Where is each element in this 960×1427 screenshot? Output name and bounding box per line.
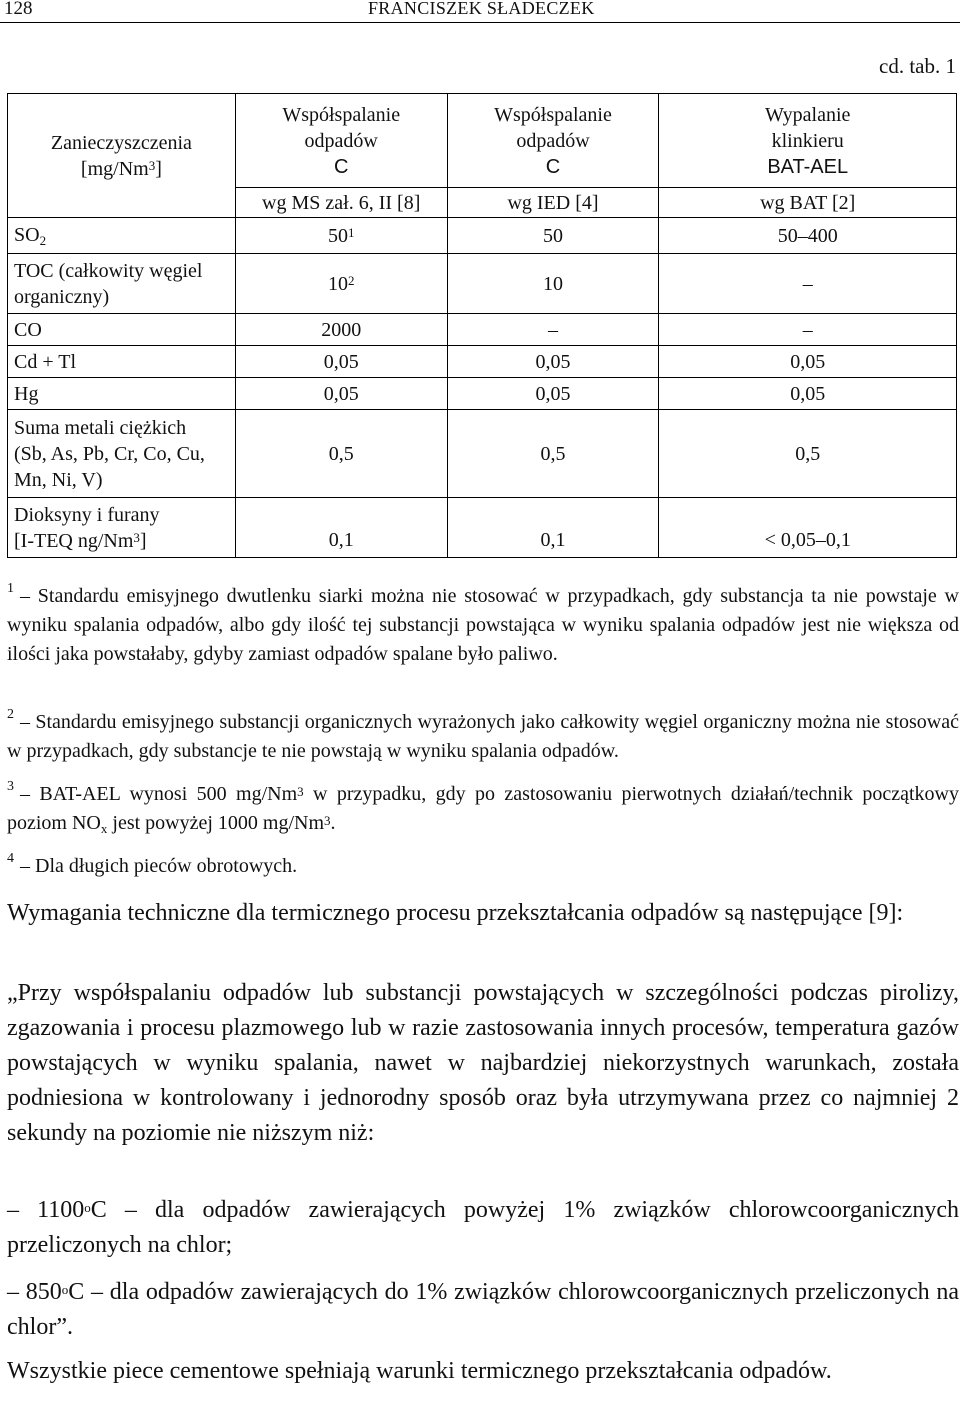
bullet-1100: – 1100$^o$C – dla odpadów zawierających powyżej 1% związków chlorowcoorganicznych przeliczonych na chlor; [7, 1197, 959, 1258]
table-row: CO 2000 – – [8, 314, 957, 346]
quote-paragraph: „Przy współspalaniu odpadów lub substancji powstających w szczególności podczas pirolizy, zgazowania i procesu plazmowego lub w razie zastosowania innych procesów, temperatura gazów powstających w wyniku spalania, nawet w najbardziej niekorzystnych warunkach, została podniesiona w kontrolowany i jednorodny sposób oraz była utrzymywana przez co najmniej 2 sekundy na poziomie nie niższym niż: [7, 980, 959, 1146]
table-row: $SO_2$ $50^1$ 50 50–400 [8, 218, 957, 254]
header-pollutants [8, 94, 236, 218]
table-header-row [8, 94, 957, 188]
footnote-2: $^2$ – Standardu emisyjnego substancji organicznych wyrażonych jako całkowity węgiel organiczny można nie stosować w przypadkach, gdy substancje te nie powstają w wyniku spalania odpadów. [7, 707, 959, 762]
source-col2: wg IED [4] [447, 188, 659, 218]
table-row: Dioksyny i furany [I-TEQ ng/Nm$^3$] 0,1 0,1 < 0,05–0,1 [8, 498, 957, 558]
header-col2: Współspalanie odpadów C [447, 94, 659, 188]
header-pollutants-title: Zanieczyszczenia [50, 131, 192, 154]
running-author: FRANCISZEK SŁADECZEK [368, 0, 595, 18]
running-header [0, 0, 960, 23]
intro-paragraph: Wymagania techniczne dla termicznego procesu przekształcania odpadów są następujące [9]: [7, 900, 904, 926]
footnote-1: $^1$ – Standardu emisyjnego dwutlenku siarki można nie stosować w przypadkach, gdy substancja ta nie powstaje w wyniku spalania odpadów, albo gdy ilość tej substancji powstająca w wyniku spalania odpadów jest nie większa od ilości jaka powstałaby, gdyby zamiast odpadów spalane było paliwo. [7, 581, 959, 665]
table-row: TOC (całkowity węgiel organiczny) $10^2$ 10 – [8, 254, 957, 314]
bullet-850: – 850$^o$C – dla odpadów zawierających do 1% związków chlorowcoorganicznych przeliczonych na chlor”. [7, 1279, 960, 1340]
header-col3: Wypalanie klinkieru BAT-AEL [659, 94, 957, 188]
footnote-4: $^4$ – Dla długich pieców obrotowych. [7, 851, 298, 877]
footnote-3: $^3$ – BAT-AEL wynosi 500 mg/Nm$^3$ w przypadku, gdy po zastosowaniu pierwotnych działań/technik początkowy poziom $NO_x$ jest powyżej 1000 mg/Nm$^3$. [7, 779, 960, 836]
table-row: Cd + Tl 0,05 0,05 0,05 [8, 346, 957, 378]
table-row: Hg 0,05 0,05 0,05 [8, 378, 957, 410]
page-number: 128 [4, 0, 33, 19]
emission-limits-table [7, 93, 957, 558]
table-row: Suma metali ciężkich (Sb, As, Pb, Cr, Co, Cu, Mn, Ni, V) 0,5 0,5 0,5 [8, 410, 957, 498]
header-col1: Współspalanie odpadów C [235, 94, 447, 188]
header-units: [mg/Nm$^3$] [80, 157, 162, 180]
source-col1: wg MS zał. 6, II [8] [235, 188, 447, 218]
closing-paragraph: Wszystkie piece cementowe spełniają warunki termicznego przekształcania odpadów. [7, 1358, 832, 1384]
table-continued-label: cd. tab. 1 [879, 54, 956, 78]
source-col3: wg BAT [2] [659, 188, 957, 218]
